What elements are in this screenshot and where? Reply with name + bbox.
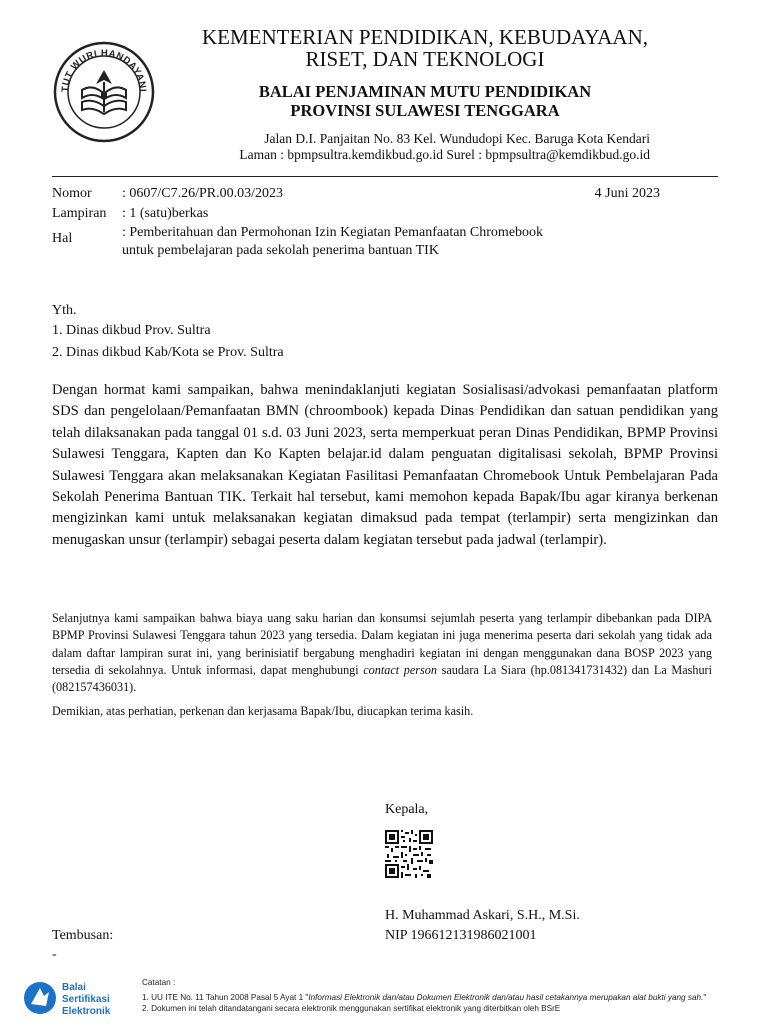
note-1-prefix: 1. UU ITE No. 11 Tahun 2008 Pasal 5 Ayat 1 ": [142, 993, 309, 1002]
ministry-line-2: RISET, DAN TEKNOLOGI: [305, 47, 545, 71]
nomor-label: Nomor: [52, 186, 92, 201]
ministry-line-1: KEMENTERIAN PENDIDIKAN, KEBUDAYAAN,: [201, 25, 649, 49]
letter-date: 4 Juni 2023: [594, 186, 660, 201]
bsre-line-3: Elektronik: [62, 1006, 111, 1017]
footer-note-1: [142, 992, 762, 1003]
recipient-item: 2. Dinas dikbud Kab/Kota se Prov. Sultra: [52, 345, 284, 360]
agency-line-2: PROVINSI SULAWESI TENGGARA: [290, 101, 560, 120]
signatory-nip: NIP 196612131986021001: [385, 928, 537, 943]
tut-wuri-handayani-logo: [52, 40, 156, 144]
address-line: Jalan D.I. Panjaitan No. 83 Kel. Wundudopi Kec. Baruga Kota Kendari: [264, 131, 650, 146]
recipient-greeting: Yth.: [52, 303, 77, 318]
bsre-logo: [22, 974, 132, 1022]
contact-person-italic: contact person: [363, 662, 437, 677]
agency-line-1: BALAI PENJAMINAN MUTU PENDIDIKAN: [258, 82, 592, 101]
nomor-value: : 0607/C7.26/PR.00.03/2023: [122, 186, 284, 201]
footer-note-2: 2. Dokumen ini telah ditandatangani secara elektronik menggunakan sertifikat elektronik yang diterbitkan oleh BSrE: [142, 1004, 561, 1013]
agency-name: [165, 82, 685, 120]
signatory-title: Kepala,: [385, 802, 429, 817]
hal-line-1: : Pemberitahuan dan Permohonan Izin Kegiatan Pemanfaatan Chromebook: [122, 225, 544, 240]
paragraph-2-end: saudara La Siara (hp.081341731432) dan La Mashuri (082157436031).: [52, 662, 712, 695]
hal-line-2: untuk pembelajaran pada sekolah penerima bantuan TIK: [122, 243, 439, 258]
bsre-line-1: Balai: [62, 982, 86, 993]
hal-label: Hal: [52, 231, 73, 246]
recipient-item: 1. Dinas dikbud Prov. Sultra: [52, 323, 211, 338]
bsre-line-2: Sertifikasi: [62, 994, 110, 1005]
footer-notes: [142, 977, 762, 1014]
agency-address: [100, 131, 650, 163]
qr-code-signature: [385, 830, 433, 878]
paragraph-2-start: Selanjutnya kami sampaikan bahwa biaya uang saku harian dan konsumsi sejumlah peserta yang terlampir dibebankan pada DIPA BPMP Provinsi Sulawesi Tenggara tahun 2023 yang tersedia. Dalam kegiatan ini juga menerima peserta dari sekolah yang tidak ada dalam daftar lampiran surat ini, yang berinisiatif bergabung menghadiri kegiatan ini dengan menggunakan dana BOSP 2023 yang tersedia di sekolahnya. Untuk informasi, dapat menghubungi: [52, 611, 712, 677]
catatan-label: Catatan :: [142, 978, 176, 987]
note-1-suffix: ": [703, 993, 707, 1002]
signatory-name: H. Muhammad Askari, S.H., M.Si.: [385, 908, 580, 923]
lampiran-value: : 1 (satu)berkas: [122, 206, 209, 221]
body-paragraph-2: [52, 610, 712, 696]
body-paragraph-1: Dengan hormat kami sampaikan, bahwa menindaklanjuti kegiatan Sosialisasi/advokasi pemanfaatan platform SDS dan pengelolaan/Pemanfaatan BMN (chroombook) kepada Dinas Pendidikan dan satuan pendidikan yang telah dilaksanakan pada tanggal 01 s.d. 03 Juni 2023, serta memperkuat peran Dinas Pendidikan, BPMP Provinsi Sulawesi Tenggara, Kapten dan Ko Kapten belajar.id dalam penguatan digitalisasi sekolah, BPMP Provinsi Sulawesi Tenggara akan melaksanakan Kegiatan Fasilitasi Pemanfaatan Chromebook Untuk Pembelajaran Pada Sekolah Penerima Bantuan TIK. Terkait hal tersebut, kami memohon kepada Bapak/Ibu agar kiranya berkenan mengizinkan kami untuk melaksanakan kegiatan dimaksud pada tempat (terlampir) serta mengizinkan dan menugaskan unsur (terlampir) sebagai peserta dalam kegiatan tersebut pada jadwal (terlampir).: [52, 382, 718, 548]
tembusan-label: Tembusan:: [52, 928, 114, 943]
note-1-italic: Informasi Elektronik dan/atau Dokumen Elektronik dan/atau hasil cetakannya merupakan alat bukti yang sah.: [308, 993, 704, 1002]
hal-value: [122, 224, 543, 260]
contact-line: Laman : bpmpsultra.kemdikbud.go.id Surel : bpmpsultra@kemdikbud.go.id: [239, 147, 650, 162]
lampiran-label: Lampiran: [52, 206, 107, 221]
closing-paragraph: Demikian, atas perhatian, perkenan dan kerjasama Bapak/Ibu, diucapkan terima kasih.: [52, 704, 474, 718]
svg-text:TUT WURI HANDAYANI: TUT WURI HANDAYANI: [59, 47, 149, 93]
ministry-name: [165, 26, 685, 70]
tembusan-item: -: [52, 947, 57, 962]
letterhead-divider: [52, 176, 718, 177]
